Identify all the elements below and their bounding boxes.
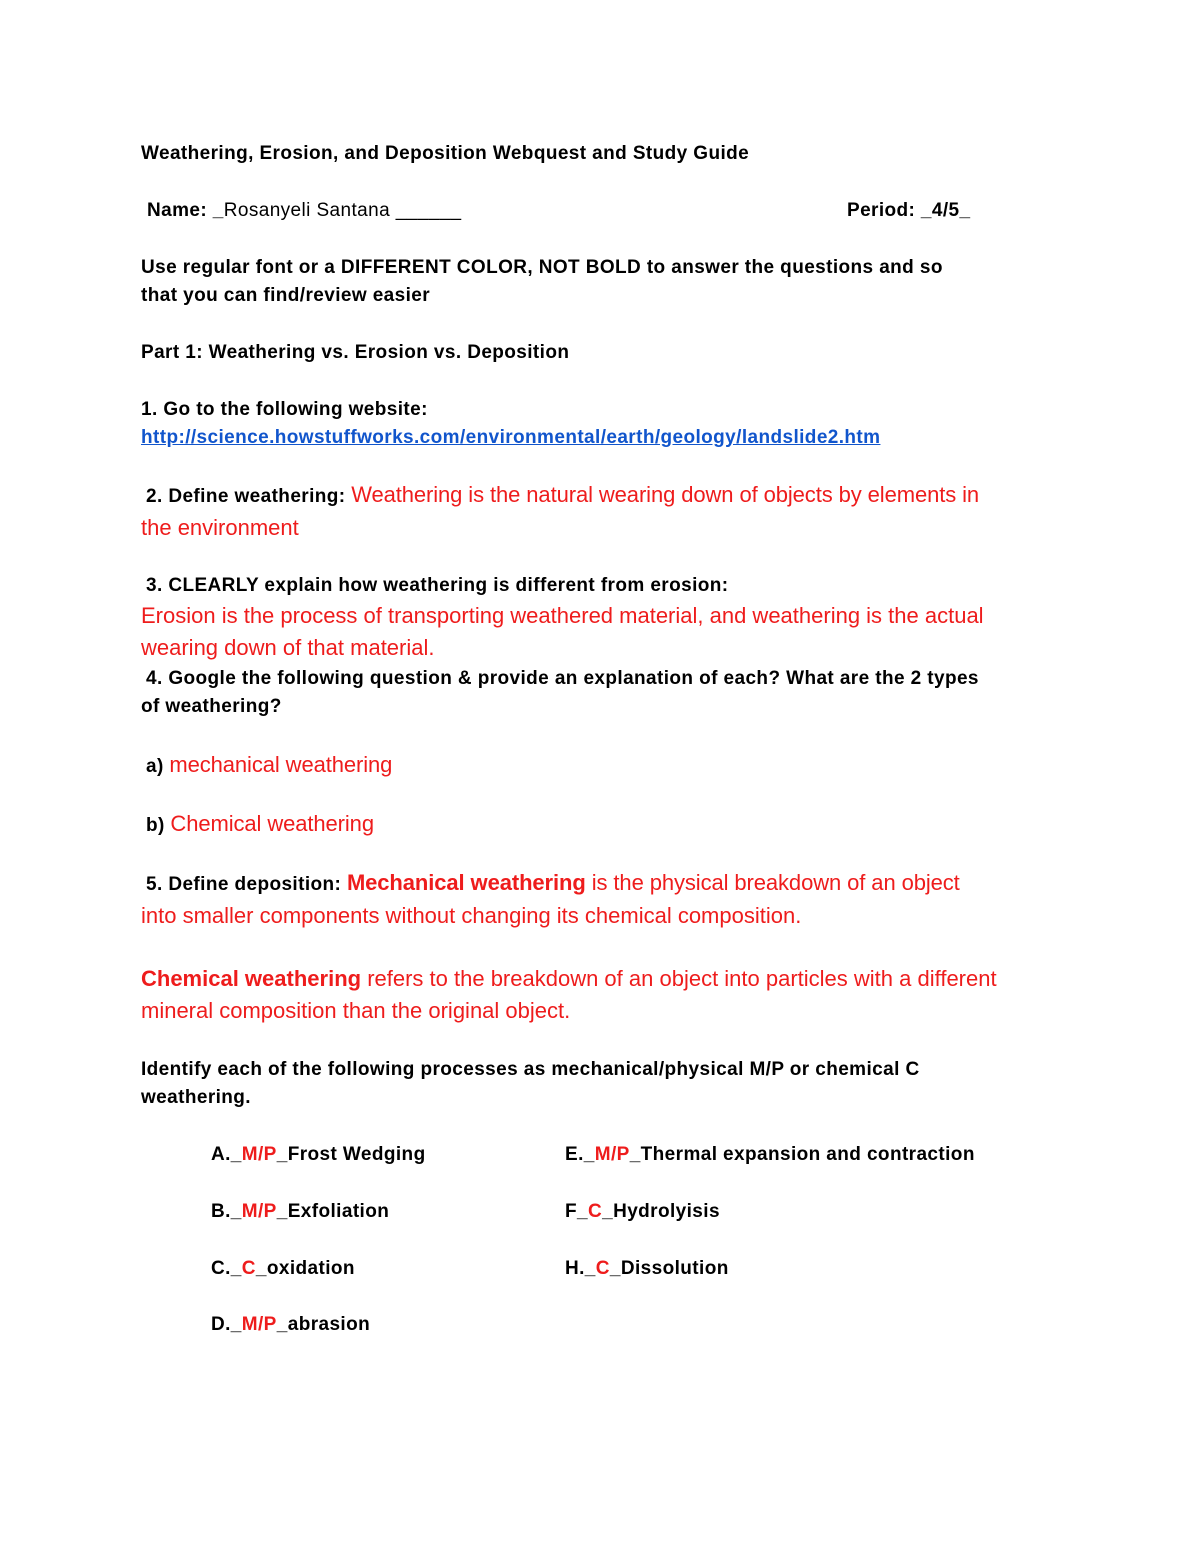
process-answer: M/P xyxy=(594,1144,630,1165)
process-name: _Hydrolyisis xyxy=(602,1201,720,1222)
process-item xyxy=(565,1198,720,1226)
question-4b xyxy=(146,810,374,840)
chemical-weathering-paragraph xyxy=(141,963,997,995)
process-prefix: C._ xyxy=(211,1258,242,1279)
process-prefix: F_ xyxy=(565,1201,588,1222)
chemical-weathering-term: Chemical weathering xyxy=(141,966,362,991)
process-prefix: D._ xyxy=(211,1314,242,1335)
process-item xyxy=(211,1311,370,1339)
period-line xyxy=(847,197,971,225)
process-item xyxy=(211,1198,389,1226)
page-title: Weathering, Erosion, and Deposition Webquest and Study Guide xyxy=(141,143,750,164)
question-5 xyxy=(146,869,960,899)
question-4a-label: a) xyxy=(146,756,170,777)
question-2-answer: Weathering is the natural wearing down of objects by elements in xyxy=(351,482,980,507)
instructions-line-1: Use regular font or a DIFFERENT COLOR, NOT BOLD to answer the questions and so xyxy=(141,257,943,278)
instructions-line-2: that you can find/review easier xyxy=(141,285,431,306)
process-item xyxy=(565,1255,729,1283)
process-answer: M/P xyxy=(241,1201,277,1222)
process-answer: M/P xyxy=(241,1314,277,1335)
process-answer: C xyxy=(241,1258,256,1279)
process-name: _Exfoliation xyxy=(276,1201,390,1222)
question-5-label: 5. Define deposition: xyxy=(146,874,347,895)
question-4-line-2: of weathering? xyxy=(141,696,282,717)
process-name: _Thermal expansion and contraction xyxy=(629,1144,975,1165)
mechanical-weathering-definition: is the physical breakdown of an object xyxy=(585,870,960,895)
question-4-line-1: 4. Google the following question & provide an explanation of each? What are the 2 types xyxy=(146,668,979,689)
process-item xyxy=(211,1141,426,1169)
process-prefix: E._ xyxy=(565,1144,595,1165)
question-2-label: 2. Define weathering: xyxy=(146,486,352,507)
question-3-answer-line-1: Erosion is the process of transporting weathered material, and weathering is the actual xyxy=(141,603,984,628)
question-4a xyxy=(146,751,392,781)
question-2-answer-line-2: the environment xyxy=(141,515,299,540)
process-answer: C xyxy=(587,1201,603,1222)
chemical-weathering-definition: refers to the breakdown of an object into particles with a different xyxy=(361,966,997,991)
question-4a-answer: mechanical weathering xyxy=(169,752,393,777)
process-prefix: A._ xyxy=(211,1144,242,1165)
process-item xyxy=(211,1255,355,1283)
process-answer: M/P xyxy=(241,1144,277,1165)
name-label: Name: _ xyxy=(147,200,224,221)
mechanical-weathering-definition-line-2: into smaller components without changing its chemical composition. xyxy=(141,903,802,928)
question-3-answer-line-2: wearing down of that material. xyxy=(141,635,435,660)
website-link[interactable]: http://science.howstuffworks.com/environmental/earth/geology/landslide2.htm xyxy=(141,427,881,448)
process-name: _oxidation xyxy=(255,1258,355,1279)
name-value: Rosanyeli Santana ______ xyxy=(223,200,462,221)
process-item xyxy=(565,1141,975,1169)
mechanical-weathering-term: Mechanical weathering xyxy=(346,870,586,895)
name-line xyxy=(147,197,462,225)
identify-instructions-line-2: weathering. xyxy=(141,1087,251,1108)
process-prefix: H._ xyxy=(565,1258,596,1279)
process-answer: C xyxy=(595,1258,610,1279)
process-prefix: B._ xyxy=(211,1201,242,1222)
process-name: _Frost Wedging xyxy=(276,1144,426,1165)
identify-instructions-line-1: Identify each of the following processes as mechanical/physical M/P or chemical C xyxy=(141,1059,920,1080)
question-1-text: 1. Go to the following website: xyxy=(141,399,428,420)
question-2 xyxy=(146,481,979,511)
period-value: 4/5_ xyxy=(931,200,971,221)
process-name: _abrasion xyxy=(276,1314,371,1335)
question-1-link-line xyxy=(141,424,880,452)
question-4b-label: b) xyxy=(146,815,171,836)
process-name: _Dissolution xyxy=(609,1258,729,1279)
question-3-label: 3. CLEARLY explain how weathering is different from erosion: xyxy=(146,575,729,596)
question-4b-answer: Chemical weathering xyxy=(170,811,374,836)
period-label: Period: _ xyxy=(847,200,932,221)
chemical-weathering-definition-line-2: mineral composition than the original object. xyxy=(141,998,571,1023)
part1-heading: Part 1: Weathering vs. Erosion vs. Deposition xyxy=(141,342,570,363)
